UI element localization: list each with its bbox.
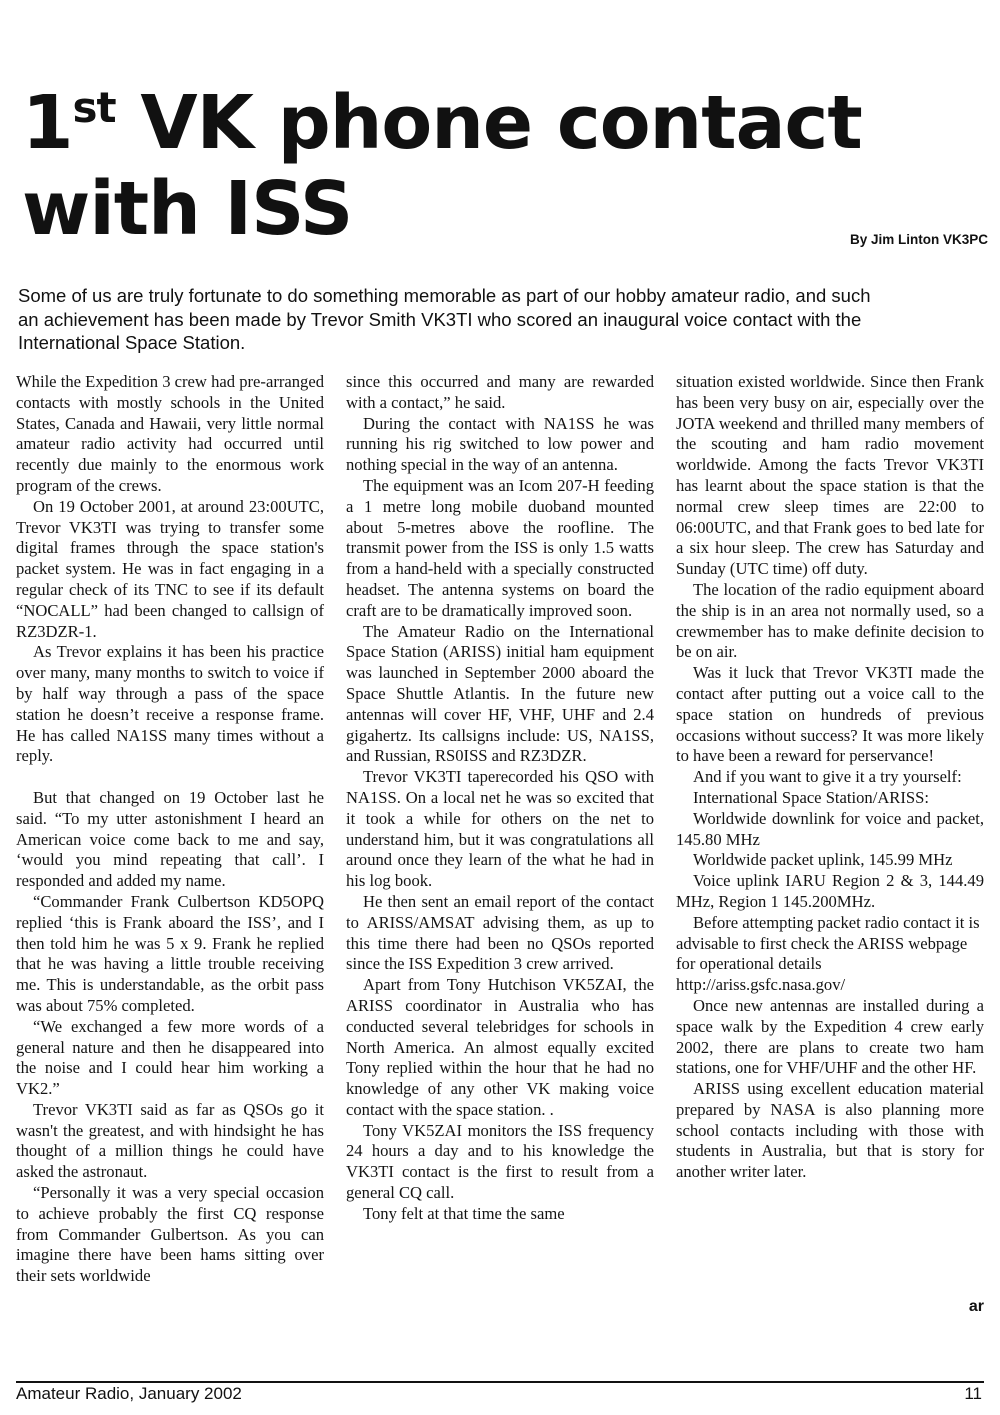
paragraph: ARISS using excellent education material prepared by NASA is also planning more school contacts including with those with students in Australia, but that is story for another writer later. — [676, 1079, 984, 1182]
paragraph: situation existed worldwide. Since then Frank has been very busy on air, especially over the JOTA weekend and thrilled many members of the scouting and ham radio movement worldwide. Among the facts Trevor VK3TI has learnt about the space station is that the normal crew sleep times are 22:00 to 06:00UTC, and that Frank goes to bed late for a six hour sleep. The crew has Saturday and Sunday (UTC time) off duty. — [676, 372, 984, 579]
paragraph: He then sent an email report of the contact to ARISS/AMSAT advising them, as up to this time there had been no QSOs reported since the ISS Expedition 3 crew arrived. — [346, 891, 654, 974]
title-ordinal-number: 1 — [22, 80, 73, 166]
paragraph: Tony felt at that time the same — [363, 1203, 565, 1223]
paragraph: Before attempting packet radio contact it is advisable to first check the ARISS webpage for operational details http://ariss.gsfc.nasa.gov/ — [676, 912, 980, 995]
paragraph: The equipment was an Icom 207-H feeding a 1 metre long mobile duoband mounted about 5-metres above the roofline. The transmit power from the ISS is only 1.5 watts from a hand-held with a specially constructed headset. The antenna systems on board the craft are to be dramatically improved soon. — [346, 475, 654, 620]
paragraph: And if you want to give it a try yourself: — [693, 767, 962, 787]
paragraph: While the Expedition 3 crew had pre-arranged contacts with mostly schools in the United States, Canada and Hawaii, very little normal amateur radio activity had occurred until recently due mainly to the enormous work program of the crews. — [16, 372, 324, 495]
paragraph: Trevor VK3TI said as far as QSOs go it wasn't the greatest, and with hindsight he has thought of a million things he could have asked the astronaut. — [16, 1099, 324, 1182]
column-1 — [16, 372, 324, 1287]
paragraph: Worldwide packet uplink, 145.99 MHz — [693, 850, 953, 870]
paragraph: Worldwide downlink for voice and packet, 145.80 MHz — [676, 808, 984, 849]
paragraph: “Commander Frank Culbertson KD5OPQ replied ‘this is Frank aboard the ISS’, and I then told him he was 5 x 9. Frank he replied that he was having a little trouble receiving me. This is understandable, as the orbit pass was about 75% completed. — [16, 891, 324, 1015]
paragraph: Was it luck that Trevor VK3TI made the contact after putting out a voice call to the space station on hundreds of previous occasions without success? It was more likely to have been a reward for perservance! — [676, 663, 984, 766]
title-ordinal-suffix: st — [72, 83, 116, 132]
paragraph: The location of the radio equipment aboard the ship is in an area not normally used, so a crewmember has to make definite decision to be on air. — [676, 579, 984, 662]
paragraph: Trevor VK3TI taperecorded his QSO with NA1SS. On a local net he was so excited that it took a while for others on the net to understand him, but it was congratulations all around once they learn of the what he had in his log book. — [346, 767, 654, 891]
paragraph: International Space Station/ARISS: — [693, 787, 929, 807]
article-title — [22, 80, 952, 252]
title-line-1: VK phone contact — [115, 80, 862, 166]
footer-rule — [16, 1381, 984, 1383]
paragraph: The Amateur Radio on the International Space Station (ARISS) initial ham equipment was launched in September 2000 aboard the Space Shuttle Atlantis. In the future new antennas will cover HF, VHF, UHF and 2.4 gigahertz. Its callsigns include: US, NA1SS, and Russian, RS0ISS and RZ3DZR. — [346, 621, 654, 766]
end-of-article-mark: ar — [968, 1298, 984, 1315]
title-line-2: with ISS — [22, 166, 353, 252]
paragraph: During the contact with NA1SS he was running his rig switched to low power and nothing special in the way of an antenna. — [346, 413, 654, 475]
paragraph: Apart from Tony Hutchison VK5ZAI, the ARISS coordinator in Australia who has conducted several telebridges for schools in North America. An almost equally excited Tony replied within the hour that he had no knowledge of any other VK making voice contact with the space station. . — [346, 975, 654, 1119]
intro-paragraph: Some of us are truly fortunate to do something memorable as part of our hobby amateur radio, and such an achievement has been made by Trevor Smith VK3TI who scored an inaugural voice contact with the International Space Station. — [18, 285, 871, 353]
paragraph: Voice uplink IARU Region 2 & 3, 144.49 MHz, Region 1 145.200MHz. — [676, 871, 984, 911]
footer-publication: Amateur Radio, January 2002 — [16, 1384, 242, 1403]
paragraph: Once new antennas are installed during a space walk by the Expedition 4 crew early 2002, there are plans to create two ham stations, one for VHF/UHF and the other HF. — [676, 995, 984, 1078]
paragraph: “We exchanged a few more words of a general nature and then he disappeared into the noise and I could hear him working a VK2.” — [16, 1016, 324, 1099]
paragraph: On 19 October 2001, at around 23:00UTC, Trevor VK3TI was trying to transfer some digital frames through the space station's packet system. He was in fact engaging in a regular check of its TNC to see if its default “NOCALL” had been changed to callsign of RZ3DZR-1. — [16, 496, 324, 641]
page-number: 11 — [964, 1384, 982, 1403]
byline: By Jim Linton VK3PC — [849, 232, 988, 247]
paragraph: Tony VK5ZAI monitors the ISS frequency 24 hours a day and to his knowledge the VK3TI contact is the first to result from a general CQ call. — [346, 1120, 654, 1203]
column-2 — [346, 372, 654, 1225]
paragraph: As Trevor explains it has been his practice over many, many months to switch to voice if by half way through a pass of the space station he doesn’t receive a response frame. He has called NA1SS many times without a reply. — [16, 642, 324, 766]
paragraph: “Personally it was a very special occasion to achieve probably the first CQ response from Commander Gulbertson. As you can imagine there have been hams sitting over their sets worldwide — [16, 1183, 324, 1286]
paragraph: But that changed on 19 October last he said. “To my utter astonishment I heard an American voice come back to me and say, ‘would you mind repeating that call’. I responded and added my name. — [16, 787, 324, 891]
column-3 — [676, 372, 984, 1183]
paragraph: since this occurred and many are rewarded with a contact,” he said. — [346, 372, 654, 412]
